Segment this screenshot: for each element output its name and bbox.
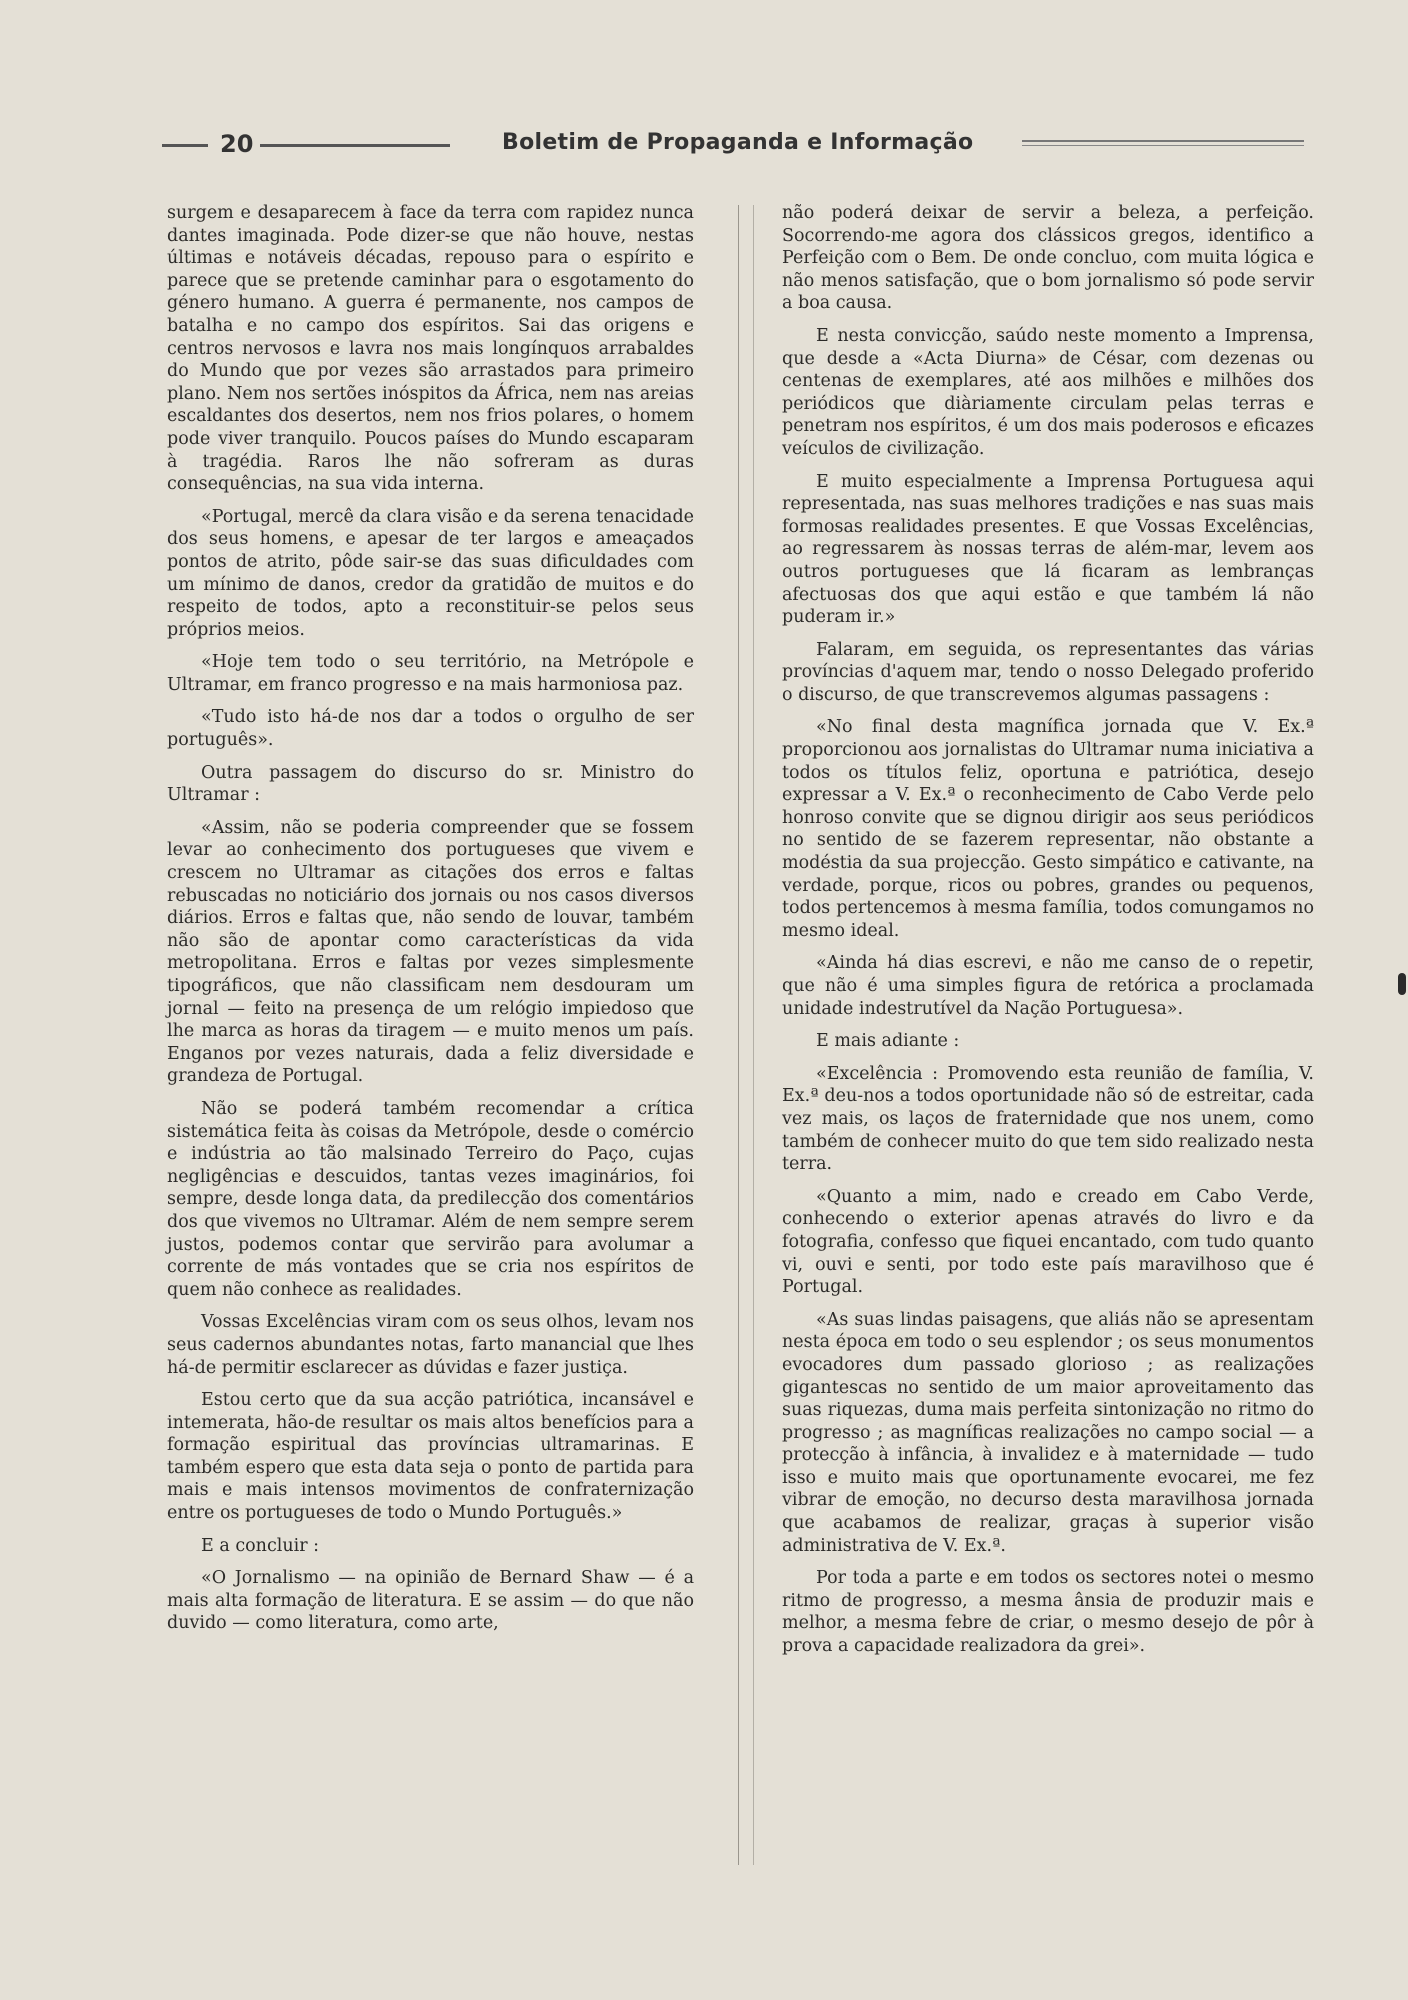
paragraph: surgem e desaparecem à face da terra com rapidez nunca dantes imaginada. Pode dizer-se que não houve, nestas últimas e notáveis décadas, repouso para o espírito e parece que se pretende caminhar para o esgotamento do género humano. A guerra é permanente, nos campos de batalha e no campo dos espíritos. Sai das origens e centros nervosos e lavra nos mais longínquos arrabaldes do Mundo que por vezes são arrastados para primeiro plano. Nem nos sertões inóspitos da África, nem nas areias escaldantes dos desertos, nem nos frios polares, o homem pode viver tranquilo. Poucos países do Mundo escaparam à tragédia. Raros lhe não sofreram as duras consequências, na sua vida interna. bbox=[167, 203, 694, 495]
paragraph: «Tudo isto há-de nos dar a todos o orgulho de ser português». bbox=[167, 707, 694, 751]
paragraph: E muito especialmente a Imprensa Portuguesa aqui representada, nas suas melhores tradições e nas suas mais formosas realidades presentes. E que Vossas Excelências, ao regressarem às nossas terras de além-mar, levem aos outros portugueses que lá ficaram as lembranças afectuosas dos que aqui estão e que também lá não puderam ir.» bbox=[782, 471, 1314, 628]
paragraph: «Ainda há dias escrevi, e não me canso de o repetir, que não é uma simples figura de retórica a proclamada unidade indestrutível da Nação Portuguesa». bbox=[782, 953, 1314, 1019]
column-divider bbox=[738, 205, 739, 1865]
paragraph: «Excelência : Promovendo esta reunião de família, V. Ex.ª deu-nos a todos oportunidade não só de estreitar, cada vez mais, os laços de fraternidade que nos unem, como também de conhecer muito do que tem sido realizado nesta terra. bbox=[782, 1063, 1314, 1175]
paragraph: Não se poderá também recomendar a crítica sistemática feita às coisas da Metrópole, desde o comércio e indústria ao tão malsinado Terreiro do Paço, cujas negligências e descuidos, tantas vezes imaginários, foi sempre, desde longa data, da predilecção dos comentários dos que vivemos no Ultramar. Além de nem sempre serem justos, podemos contar que servirão para avolumar a corrente de más vontades que se cria nos espíritos de quem não conhece as realidades. bbox=[167, 1098, 694, 1300]
paragraph: «No final desta magnífica jornada que V. Ex.ª proporcionou aos jornalistas do Ultramar numa iniciativa a todos os títulos feliz, oportuna e patriótica, desejo expressar a V. Ex.ª o reconhecimento de Cabo Verde pelo honroso convite que se dignou dirigir aos seus periódicos no sentido de se fazerem representar, não obstante a modéstia da sua projecção. Gesto simpático e cativante, na verdade, porque, ricos ou pobres, grandes ou pequenos, todos pertencemos à mesma família, todos comungamos no mesmo ideal. bbox=[782, 717, 1314, 941]
header-rule-middle bbox=[260, 144, 450, 147]
header-rule-right bbox=[1022, 140, 1304, 142]
paragraph: «Portugal, mercê da clara visão e da serena tenacidade dos seus homens, e apesar de ter largos e ameaçados pontos de atrito, pôde sair-se das suas dificuldades com um mínimo de danos, credor da gratidão de muitos e do respeito de todos, apto a reconstituir-se pelos seus próprios meios. bbox=[167, 506, 694, 640]
paragraph: «Assim, não se poderia compreender que se fossem levar ao conhecimento dos portugueses que vivem e crescem no Ultramar as citações dos erros e faltas rebuscadas no noticiário dos jornais ou nos casos diversos diários. Erros e faltas que, não sendo de louvar, também não são de apontar como características da vida metropolitana. Erros e faltas por vezes simplesmente tipográficos, que não classificam nem desdouram um jornal — feito na presença de um relógio impiedoso que lhe marca as horas da tiragem — e muito menos um país. Enganos por vezes naturais, dada a feliz diversidade e grandeza de Portugal. bbox=[167, 817, 694, 1087]
paragraph: «Hoje tem todo o seu território, na Metrópole e Ultramar, em franco progresso e na mais harmoniosa paz. bbox=[167, 652, 694, 695]
paragraph: «Quanto a mim, nado e creado em Cabo Verde, conhecendo o exterior apenas através do livro e da fotografia, confesso que fiquei encantado, com tudo quanto vi, ouvi e senti, por todo este país maravilhoso que é Portugal. bbox=[782, 1186, 1314, 1298]
page-header bbox=[150, 130, 1310, 160]
page-number: 20 bbox=[220, 130, 254, 158]
paragraph: Vossas Excelências viram com os seus olhos, levam nos seus cadernos abundantes notas, farto manancial que lhes há-de permitir esclarecer as dúvidas e fazer justiça. bbox=[167, 1312, 694, 1378]
paragraph: Por toda a parte e em todos os sectores notei o mesmo ritmo de progresso, a mesma ânsia de produzir mais e melhor, a mesma febre de criar, o mesmo desejo de pôr à prova a capacidade realizadora da grei». bbox=[782, 1568, 1314, 1657]
binding-mark bbox=[1398, 973, 1406, 995]
publication-title: Boletim de Propaganda e Informação bbox=[502, 130, 974, 155]
right-column bbox=[782, 202, 1314, 1668]
paragraph: «O Jornalismo — na opinião de Bernard Shaw — é a mais alta formação de literatura. E se assim — do que não duvido — como literatura, como arte, bbox=[167, 1568, 694, 1634]
header-rule-left bbox=[162, 144, 208, 147]
left-column bbox=[167, 202, 694, 1645]
paragraph: E nesta convicção, saúdo neste momento a Imprensa, que desde a «Acta Diurna» de César, com dezenas ou centenas de exemplares, até aos milhões e milhões dos periódicos que diàriamente circulam pelas terras e penetram nos espíritos, é um dos mais poderosos e eficazes veículos de civilização. bbox=[782, 325, 1314, 459]
paragraph: E a concluir : bbox=[201, 1535, 320, 1556]
paragraph: não poderá deixar de servir a beleza, a perfeição. Socorrendo-me agora dos clássicos gregos, identifico a Perfeição com o Bem. De onde concluo, com muita lógica e não menos satisfação, que o bom jornalismo só pode servir a boa causa. bbox=[782, 203, 1314, 314]
paragraph: Falaram, em seguida, os representantes das várias províncias d'aquem mar, tendo o nosso Delegado proferido o discurso, de que transcrevemos algumas passagens : bbox=[782, 639, 1314, 705]
paragraph: Outra passagem do discurso do sr. Ministro do Ultramar : bbox=[167, 762, 694, 806]
column-divider-secondary bbox=[753, 205, 754, 1865]
paragraph: E mais adiante : bbox=[816, 1031, 960, 1052]
paragraph: «As suas lindas paisagens, que aliás não se apresentam nesta época em todo o seu esplendor ; os seus monumentos evocadores dum passado glorioso ; as realizações gigantescas no sentido de um maior aproveitamento das suas riquezas, duma mais perfeita sintonização no ritmo do progresso ; as magníficas realizações no campo social — a protecção à infância, à invalidez e à maternidade — tudo isso e muito mais que oportunamente evocarei, me fez vibrar de emoção, no decurso desta maravilhosa jornada que acabamos de realizar, graças à superior visão administrativa de V. Ex.ª. bbox=[782, 1309, 1314, 1556]
paragraph: Estou certo que da sua acção patriótica, incansável e intemerata, hão-de resultar os mais altos benefícios para a formação espiritual das províncias ultramarinas. E também espero que esta data seja o ponto de partida para mais e mais intensos movimentos de confraternização entre os portugueses de todo o Mundo Português.» bbox=[167, 1390, 694, 1524]
header-rule-right-thin bbox=[1022, 145, 1304, 146]
